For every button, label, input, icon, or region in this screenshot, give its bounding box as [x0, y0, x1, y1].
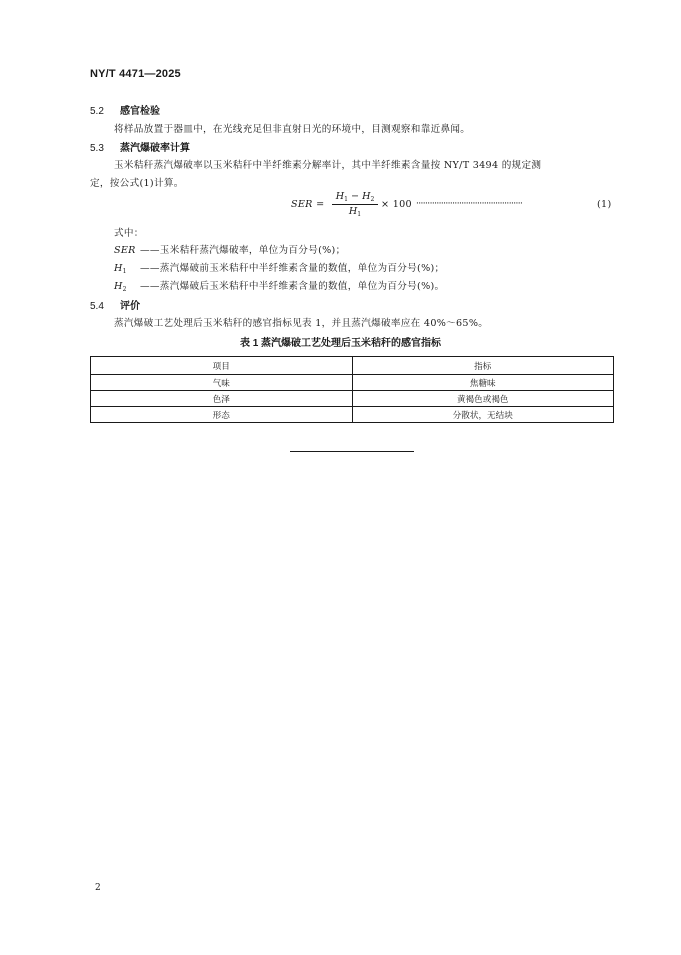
table-header-row — [91, 357, 614, 375]
table-cell: 色泽 — [91, 391, 353, 407]
where-symbol — [114, 281, 140, 293]
formula-subscript: 2 — [370, 196, 375, 203]
section-number: 5.2 — [90, 106, 104, 117]
where-symbol-subscript: 2 — [122, 286, 127, 293]
section-5-3-heading — [90, 139, 190, 154]
where-dash: —— — [140, 281, 160, 292]
table-cell: 焦糖味 — [352, 375, 614, 391]
where-item-h1 — [114, 260, 444, 275]
where-description: 蒸汽爆破后玉米秸秆中半纤维素含量的数值，单位为百分号(%)。 — [159, 281, 445, 292]
fraction-bar — [332, 204, 378, 205]
formula-subscript: 1 — [357, 211, 362, 218]
section-5-3-text-line-1: 玉米秸秆蒸汽爆破率以玉米秸秆中半纤维素分解率计，其中半纤维素含量按 NY/T 3494 的规定测 — [114, 160, 542, 171]
section-number: 5.3 — [90, 143, 104, 154]
table-row — [91, 391, 614, 407]
formula-times-100: × 100 — [381, 199, 412, 210]
where-symbol — [114, 263, 140, 275]
section-5-4-text: 蒸汽爆破工艺处理后玉米秸秆的感官指标见表 1，并且蒸汽爆破率应在 40%～65%。 — [114, 318, 489, 329]
where-intro: 式中： — [114, 228, 144, 239]
section-title: 感官检验 — [120, 106, 160, 117]
formula-h-symbol: H — [335, 191, 345, 202]
table-header-cell: 项目 — [91, 357, 353, 375]
end-of-text-rule — [290, 451, 414, 452]
formula-leader-dots: ··············································· — [416, 199, 523, 209]
where-item-h2 — [114, 278, 444, 293]
table-row — [91, 407, 614, 423]
section-title: 蒸汽爆破率计算 — [120, 143, 190, 154]
formula-h-symbol: H — [362, 191, 371, 202]
section-title: 评价 — [120, 301, 140, 312]
standard-number-header: NY/T 4471—2025 — [90, 68, 181, 80]
section-5-2-heading — [90, 102, 160, 117]
table-row — [91, 375, 614, 391]
where-description: 玉米秸秆蒸汽爆破率，单位为百分号(%)； — [159, 245, 346, 256]
formula-equation-number: (1) — [597, 199, 612, 210]
formula-denominator — [332, 206, 378, 218]
table-cell: 黄褐色或褐色 — [352, 391, 614, 407]
where-symbol-subscript: 1 — [122, 268, 127, 275]
where-symbol-letter: H — [114, 281, 123, 292]
formula-minus: − — [347, 191, 363, 202]
where-dash: —— — [140, 245, 160, 256]
table-cell: 形态 — [91, 407, 353, 423]
table-1 — [90, 356, 614, 423]
where-symbol-letter: H — [114, 263, 123, 274]
formula-lhs — [291, 199, 324, 210]
formula-equals: = — [316, 199, 325, 210]
table-1-caption: 表 1 蒸汽爆破工艺处理后玉米秸秆的感官指标 — [239, 338, 442, 349]
formula-symbol-ser: SER — [291, 199, 313, 210]
where-item-ser — [114, 242, 346, 256]
table-header-cell: 指标 — [352, 357, 614, 375]
where-description: 蒸汽爆破前玉米秸秆中半纤维素含量的数值，单位为百分号(%)； — [159, 263, 445, 274]
where-symbol: SER — [114, 245, 136, 256]
table-cell: 气味 — [91, 375, 353, 391]
section-5-3-text-line-2: 定，按公式(1)计算。 — [90, 178, 184, 189]
section-5-2-text: 将样品放置于器皿中，在光线充足但非直射日光的环境中，目测观察和靠近鼻闻。 — [114, 124, 471, 135]
formula-h-symbol: H — [348, 206, 358, 217]
table-cell: 分散状，无结块 — [352, 407, 614, 423]
formula-numerator — [332, 191, 378, 203]
page-number: 2 — [95, 883, 101, 893]
section-number: 5.4 — [90, 301, 104, 312]
where-dash: —— — [140, 263, 160, 274]
section-5-4-heading — [90, 297, 140, 312]
formula-subscript: 1 — [344, 196, 348, 203]
